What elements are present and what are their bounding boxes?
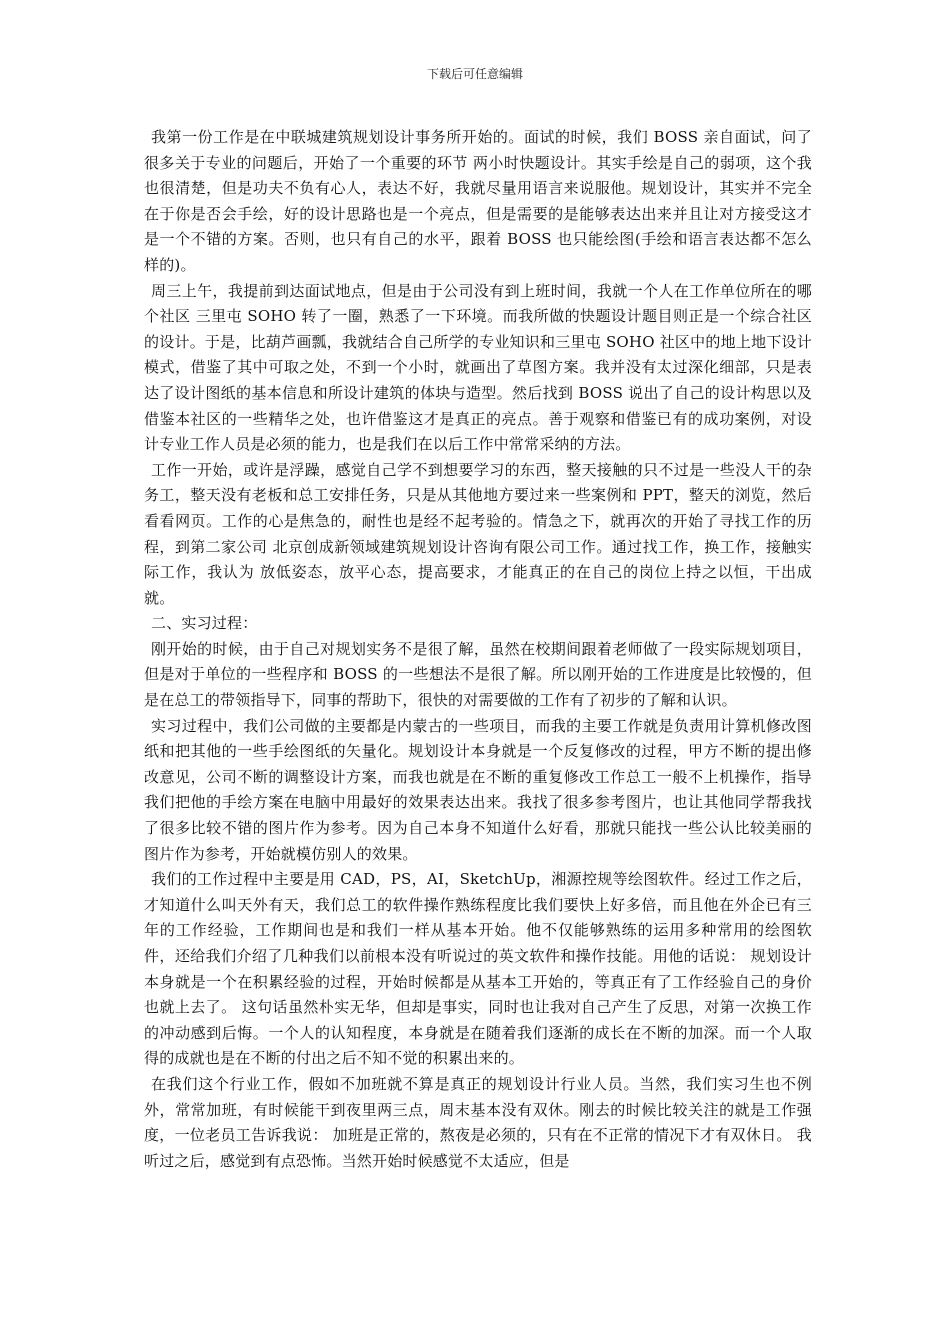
paragraph-4: 刚开始的时候，由于自己对规划实务不是很了解，虽然在校期间跟着老师做了一段实际规划项目，但是对于单位的一些程序和 BOSS 的一些想法不是很了解。所以刚开始的工作进度是比较慢的，但是在总工的带领指导下，同事的帮助下，很快的对需要做的工作有了初步的了解和认识。 bbox=[144, 639, 812, 710]
paragraph-1: 我第一份工作是在中联城建筑规划设计事务所开始的。面试的时候，我们 BOSS 亲自面试，问了很多关于专业的问题后，开始了一个重要的环节 两小时快题设计。其实手绘是自己的弱项，这个我也很清楚，但是功夫不负有心人，表达不好，我就尽量用语言来说服他。规划设计，其实并不完全在于你是否会手绘，好的设计思路也是一个亮点，但是需要的是能够表达出来并且让对方接受这才是一个不错的方案。否则，也只有自己的水平，跟着 BOSS 也只能绘图(手绘和语言表达都不怎么样的)。 bbox=[144, 128, 812, 274]
paragraph-5: 实习过程中，我们公司做的主要都是内蒙古的一些项目，而我的主要工作就是负责用计算机修改图纸和把其他的一些手绘图纸的矢量化。规划设计本身就是一个反复修改的过程，甲方不断的提出修改意见，公司不断的调整设计方案，而我也就是在不断的重复修改工作总工一般不上机操作，指导我们把他的手绘方案在电脑中用最好的效果表达出来。我找了很多参考图片，也让其他同学帮我找了很多比较不错的图片作为参考。因为自己本身不知道什么好看，那就只能找一些公认比较美丽的图片作为参考，开始就模仿别人的效果。 bbox=[144, 716, 812, 863]
paragraph-7: 在我们这个行业工作，假如不加班就不算是真正的规划设计行业人员。当然，我们实习生也不例外，常常加班，有时候能干到夜里两三点，周末基本没有双休。刚去的时候比较关注的就是工作强度，一位老员工告诉我说： 加班是正常的，熬夜是必须的，只有在不正常的情况下才有双休日。 我听过之后，感觉到有点恐怖。当然开始时候感觉不太适应，但是 bbox=[144, 1074, 812, 1170]
page-header: 下载后可任意编辑 bbox=[426, 67, 523, 81]
section-heading: 二、实习过程： bbox=[151, 614, 258, 633]
paragraph-2: 周三上午，我提前到达面试地点，但是由于公司没有到上班时间，我就一个人在工作单位所在的哪个社区 三里屯 SOHO 转了一圈，熟悉了一下环境。而我所做的快题设计题目则正是一个综合社区的设计。于是，比葫芦画瓢，我就结合自己所学的专业知识和三里屯 SOHO 社区中的地上地下设计模式，借鉴了其中可取之处，不到一个小时，就画出了草图方案。我并没有太过深化细部，只是表达了设计图纸的基本信息和所设计建筑的体块与造型。然后找到 BOSS 说出了自己的设计构思以及借鉴本社区的一些精华之处，也许借鉴这才是真正的亮点。善于观察和借鉴已有的成功案例，对设计专业工作人员是必须的能力，也是我们在以后工作中常常采纳的方法。 bbox=[144, 281, 812, 454]
paragraph-3: 工作一开始，或许是浮躁，感觉自己学不到想要学习的东西，整天接触的只不过是一些没人干的杂务工，整天没有老板和总工安排任务，只是从其他地方要过来一些案例和 PPT，整天的浏览，然后看看网页。工作的心是焦急的，耐性也是经不起考验的。情急之下，就再次的开始了寻找工作的历程，到第二家公司 北京创成新领域建筑规划设计咨询有限公司工作。通过找工作，换工作，接触实际工作，我认为 放低姿态，放平心态，提高要求，才能真正的在自己的岗位上持之以恒，干出成就。 bbox=[144, 460, 812, 607]
document-body bbox=[144, 125, 812, 1174]
paragraph-6: 我们的工作过程中主要是用 CAD，PS，AI，SketchUp，湘源控规等绘图软件。经过工作之后，才知道什么叫天外有天，我们总工的软件操作熟练程度比我们要快上好多倍，而且他在外企已有三年的工作经验，工作期间也是和我们一样从基本开始。他不仅能够熟练的运用多种常用的绘图软件，还给我们介绍了几种我们以前根本没有听说过的英文软件和操作技能。用他的话说： 规划设计本身就是一个在积累经验的过程，开始时候都是从基本工开始的，等真正有了工作经验自己的身价也就上去了。 这句话虽然朴实无华，但却是事实，同时也让我对自己产生了反思，对第一次换工作的冲动感到后悔。一个人的认知程度，本身就是在随着我们逐渐的成长在不断的加深。而一个人取得的成就也是在不断的付出之后不知不觉的积累出来的。 bbox=[144, 870, 812, 1068]
